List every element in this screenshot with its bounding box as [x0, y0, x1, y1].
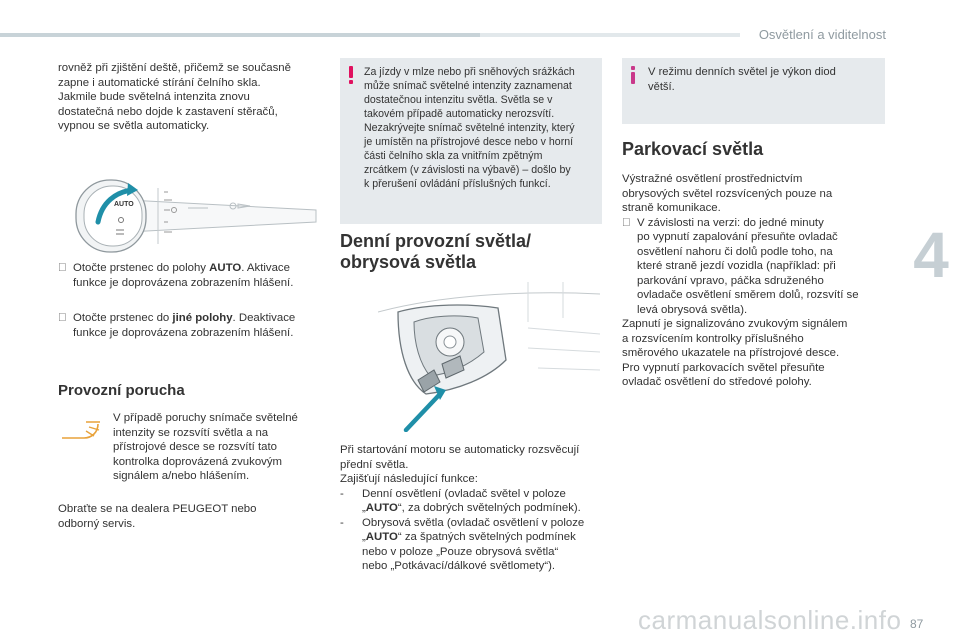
text-line: straně komunikace.: [622, 202, 721, 214]
text-line: osvětlení nahoru či dolů podle toho, na: [637, 245, 833, 258]
dash-marker: -: [340, 487, 344, 500]
text-line: Výstražné osvětlení prostřednictvím: [622, 173, 803, 185]
auto-label: AUTO: [114, 201, 134, 208]
text-line: Za jízdy v mlze nebo při sněhových srážkách: [364, 66, 575, 78]
text-line: odborný servis.: [58, 517, 136, 530]
text-line: Jakmile bude světelná intenzita znovu: [58, 91, 250, 103]
text-line: Nezakrývejte snímač světelné intenzity, který: [364, 122, 575, 134]
text-line: Pro vypnutí parkovacích světel přesuňte: [622, 361, 825, 374]
park-text: [622, 172, 887, 390]
text-line: zrcátkem (v závislosti na výbavě) – došlo by: [364, 164, 571, 176]
text-line: Zapnutí je signalizováno zvukovým signálem: [622, 318, 848, 330]
text-line: nebo „Potkávací/dálkové světlomety“).: [362, 560, 556, 572]
text-line: obrysových světel rozsvícených pouze na: [622, 187, 833, 200]
text: . Aktivace: [241, 262, 290, 274]
text-line: funkce je doprovázena zobrazením hlášení.: [73, 276, 294, 289]
text-line: levá obrysová světla).: [637, 303, 748, 316]
text-line: je umístěn na přístrojové desce nebo v horní: [364, 136, 574, 148]
info-icon: [628, 66, 638, 84]
text-line: po vypnutí zapalování přesuňte ovladač: [637, 231, 838, 243]
watermark: carmanualsonline.info: [638, 605, 902, 635]
text-line: směrového ukazatele na přístrojové desce.: [622, 347, 840, 359]
text-bold: AUTO: [209, 262, 242, 274]
text-line: Zajišťují následující funkce:: [340, 473, 478, 485]
heading-line: Denní provozní světla/: [340, 231, 532, 251]
text-line: dostatečná nebo dojde k zastavení stěračů,: [58, 105, 278, 118]
text: „: [362, 502, 366, 514]
text-line: intenzity se rozsvítí světla a na: [113, 426, 269, 439]
text: . Deaktivace: [232, 312, 296, 324]
text-bold: jiné polohy: [172, 312, 233, 324]
text-line: funkce je doprovázena zobrazením hlášení.: [73, 326, 294, 339]
text-line: Obraťte se na dealera PEUGEOT nebo: [58, 503, 257, 515]
bullet-marker: [58, 311, 73, 326]
info-box: [622, 58, 885, 124]
header-rule: [0, 33, 480, 37]
headlamp-illustration: [378, 282, 600, 432]
bullet-auto: [58, 261, 323, 290]
page-number: 87: [910, 617, 924, 631]
fault-text: [113, 411, 323, 484]
text-line: V případě poruchy snímače světelné: [113, 412, 298, 424]
text-line: Při startování motoru se automaticky rozsvěcují: [340, 444, 580, 456]
text-line: přední světla.: [340, 458, 409, 471]
text: “ za špatných světelných podmínek: [397, 531, 576, 543]
text: Otočte prstenec do: [73, 312, 173, 324]
drl-text: [340, 443, 602, 574]
text-line: může snímač světelné intenzity zaznamenat: [364, 80, 572, 92]
text: „: [362, 531, 366, 543]
text-line: parkování vpravo, páčka sdruženého: [637, 274, 824, 287]
bullet-other: [58, 311, 323, 340]
heading-line: obrysová světla: [340, 252, 477, 272]
text-line: části čelního skla za vnitřním zpětným: [364, 150, 543, 162]
bullet-marker: [58, 261, 73, 276]
text-line: rovněž při zjištění deště, přičemž se současně: [58, 62, 291, 74]
text: Obrysová světla (ovladač osvětlení v poloze: [362, 516, 585, 529]
dash-marker: -: [340, 516, 344, 529]
text-line: nebo v poloze „Pouze obrysová světla“: [362, 545, 559, 558]
exclamation-icon: [346, 66, 356, 84]
text-line: dostatečnou intenzitu světla. Světla se v: [364, 94, 553, 106]
text-line: k přerušení ovládání příslušných funkcí.: [364, 178, 551, 190]
left-intro: [58, 61, 323, 134]
bullet-marker: [622, 216, 637, 231]
text: Otočte prstenec do polohy: [73, 262, 210, 274]
text-line: a rozsvícením kontrolky příslušného: [622, 332, 804, 345]
text-line: ovladač osvětlení do středové polohy.: [622, 376, 812, 388]
text-line: kontrolka doprovázená zvukovým: [113, 455, 283, 468]
text-line: větší.: [648, 80, 675, 93]
warning-box: [340, 58, 602, 224]
text-bold: AUTO: [365, 531, 398, 543]
text-line: ovladače osvětlení směrem dolů, rozsvítí se: [637, 289, 859, 301]
text-line: signálem a/nebo hlášením.: [113, 470, 250, 482]
text-line: vypnou se světla automaticky.: [58, 120, 210, 132]
text-bold: AUTO: [365, 502, 398, 514]
text-line: přístrojové desce se rozsvítí tato: [113, 441, 277, 453]
text-line: zapne i automatické stírání čelního skla.: [58, 76, 261, 89]
drl-heading: [340, 231, 602, 273]
light-stalk-illustration: [58, 170, 320, 262]
warning-lamp-icon: [60, 418, 102, 442]
text: “, za dobrých světelných podmínek).: [397, 502, 581, 514]
text-line: takovém případě automaticky nerozsvítí.: [364, 108, 555, 120]
header-rule-light: [480, 33, 740, 37]
chapter-title: Osvětlení a viditelnost: [758, 27, 886, 42]
chapter-number: 4: [913, 219, 949, 291]
dealer-text: [58, 502, 323, 531]
text: V závislosti na verzi: do jedné minuty: [637, 216, 824, 229]
text: Denní osvětlení (ovladač světel v poloze: [362, 487, 566, 500]
text-line: které straně jezdí vozidla (například: při: [637, 260, 836, 272]
fault-heading: Provozní porucha: [58, 382, 185, 399]
park-heading: Parkovací světla: [622, 139, 764, 159]
text-line: V režimu denních světel je výkon diod: [648, 66, 836, 78]
